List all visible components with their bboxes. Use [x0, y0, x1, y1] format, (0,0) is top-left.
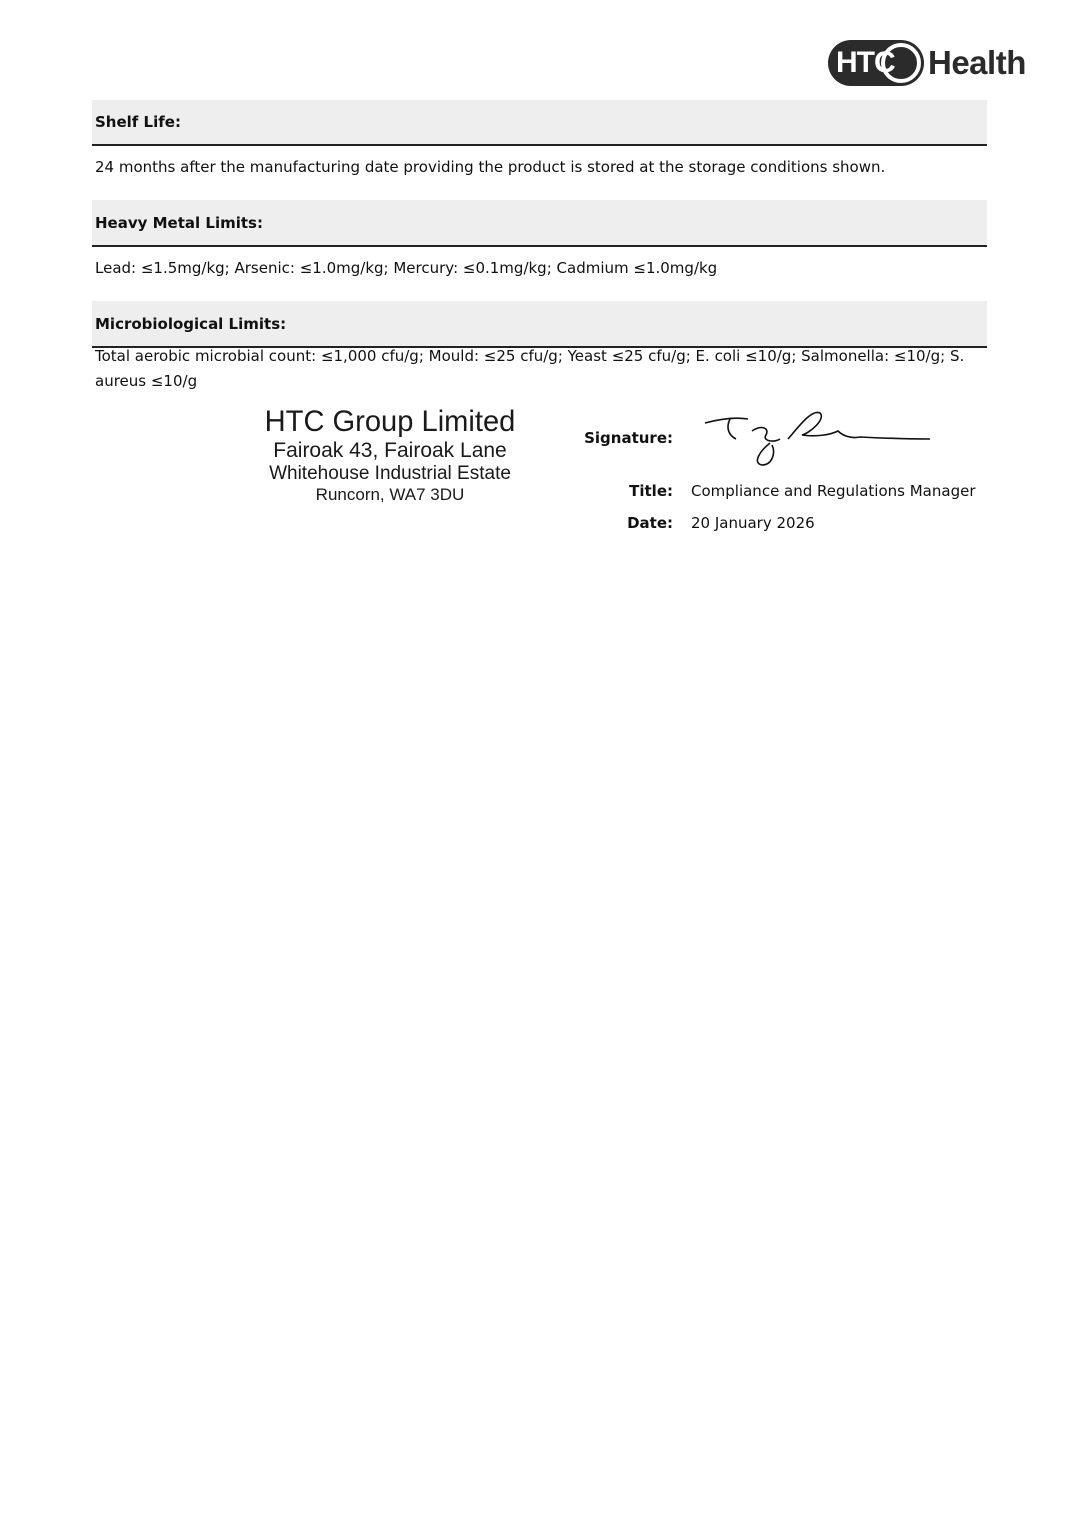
- title-label: Title:: [629, 482, 673, 500]
- date-label: Date:: [627, 514, 673, 532]
- logo-wordmark: Health: [928, 44, 1026, 81]
- microbiological-text: Total aerobic microbial count: ≤1,000 cfu/g; Mould: ≤25 cfu/g; Yeast ≤25 cfu/g; E. coli ≤10/g; Salmonella: ≤10/g; S. aureus ≤10/g: [95, 347, 965, 390]
- shelf-life-text: 24 months after the manufacturing date providing the product is stored at the storage conditions shown.: [95, 158, 886, 176]
- heavy-metal-heading: Heavy Metal Limits:: [92, 200, 987, 247]
- microbiological-heading: Microbiological Limits:: [92, 301, 987, 348]
- handwritten-signature: [700, 405, 940, 475]
- stamp-address-line3: Runcorn, WA7 3DU: [315, 485, 465, 504]
- stamp-address-line1: Fairoak 43, Fairoak Lane: [273, 439, 507, 462]
- logo-ring-icon: [881, 43, 921, 83]
- date-value: 20 January 2026: [691, 514, 815, 532]
- stamp-company-name: HTC Group Limited: [264, 405, 516, 438]
- signature-label: Signature:: [584, 429, 673, 447]
- shelf-life-heading: Shelf Life:: [92, 100, 987, 146]
- logo-badge-text: HTC: [836, 46, 895, 79]
- heavy-metal-text: Lead: ≤1.5mg/kg; Arsenic: ≤1.0mg/kg; Mercury: ≤0.1mg/kg; Cadmium ≤1.0mg/kg: [95, 259, 718, 277]
- company-stamp: [250, 405, 530, 505]
- logo-badge: [828, 40, 924, 86]
- title-value: Compliance and Regulations Manager: [691, 482, 976, 500]
- htc-health-logo: [828, 38, 1050, 88]
- stamp-address-line2: Whitehouse Industrial Estate: [269, 463, 511, 484]
